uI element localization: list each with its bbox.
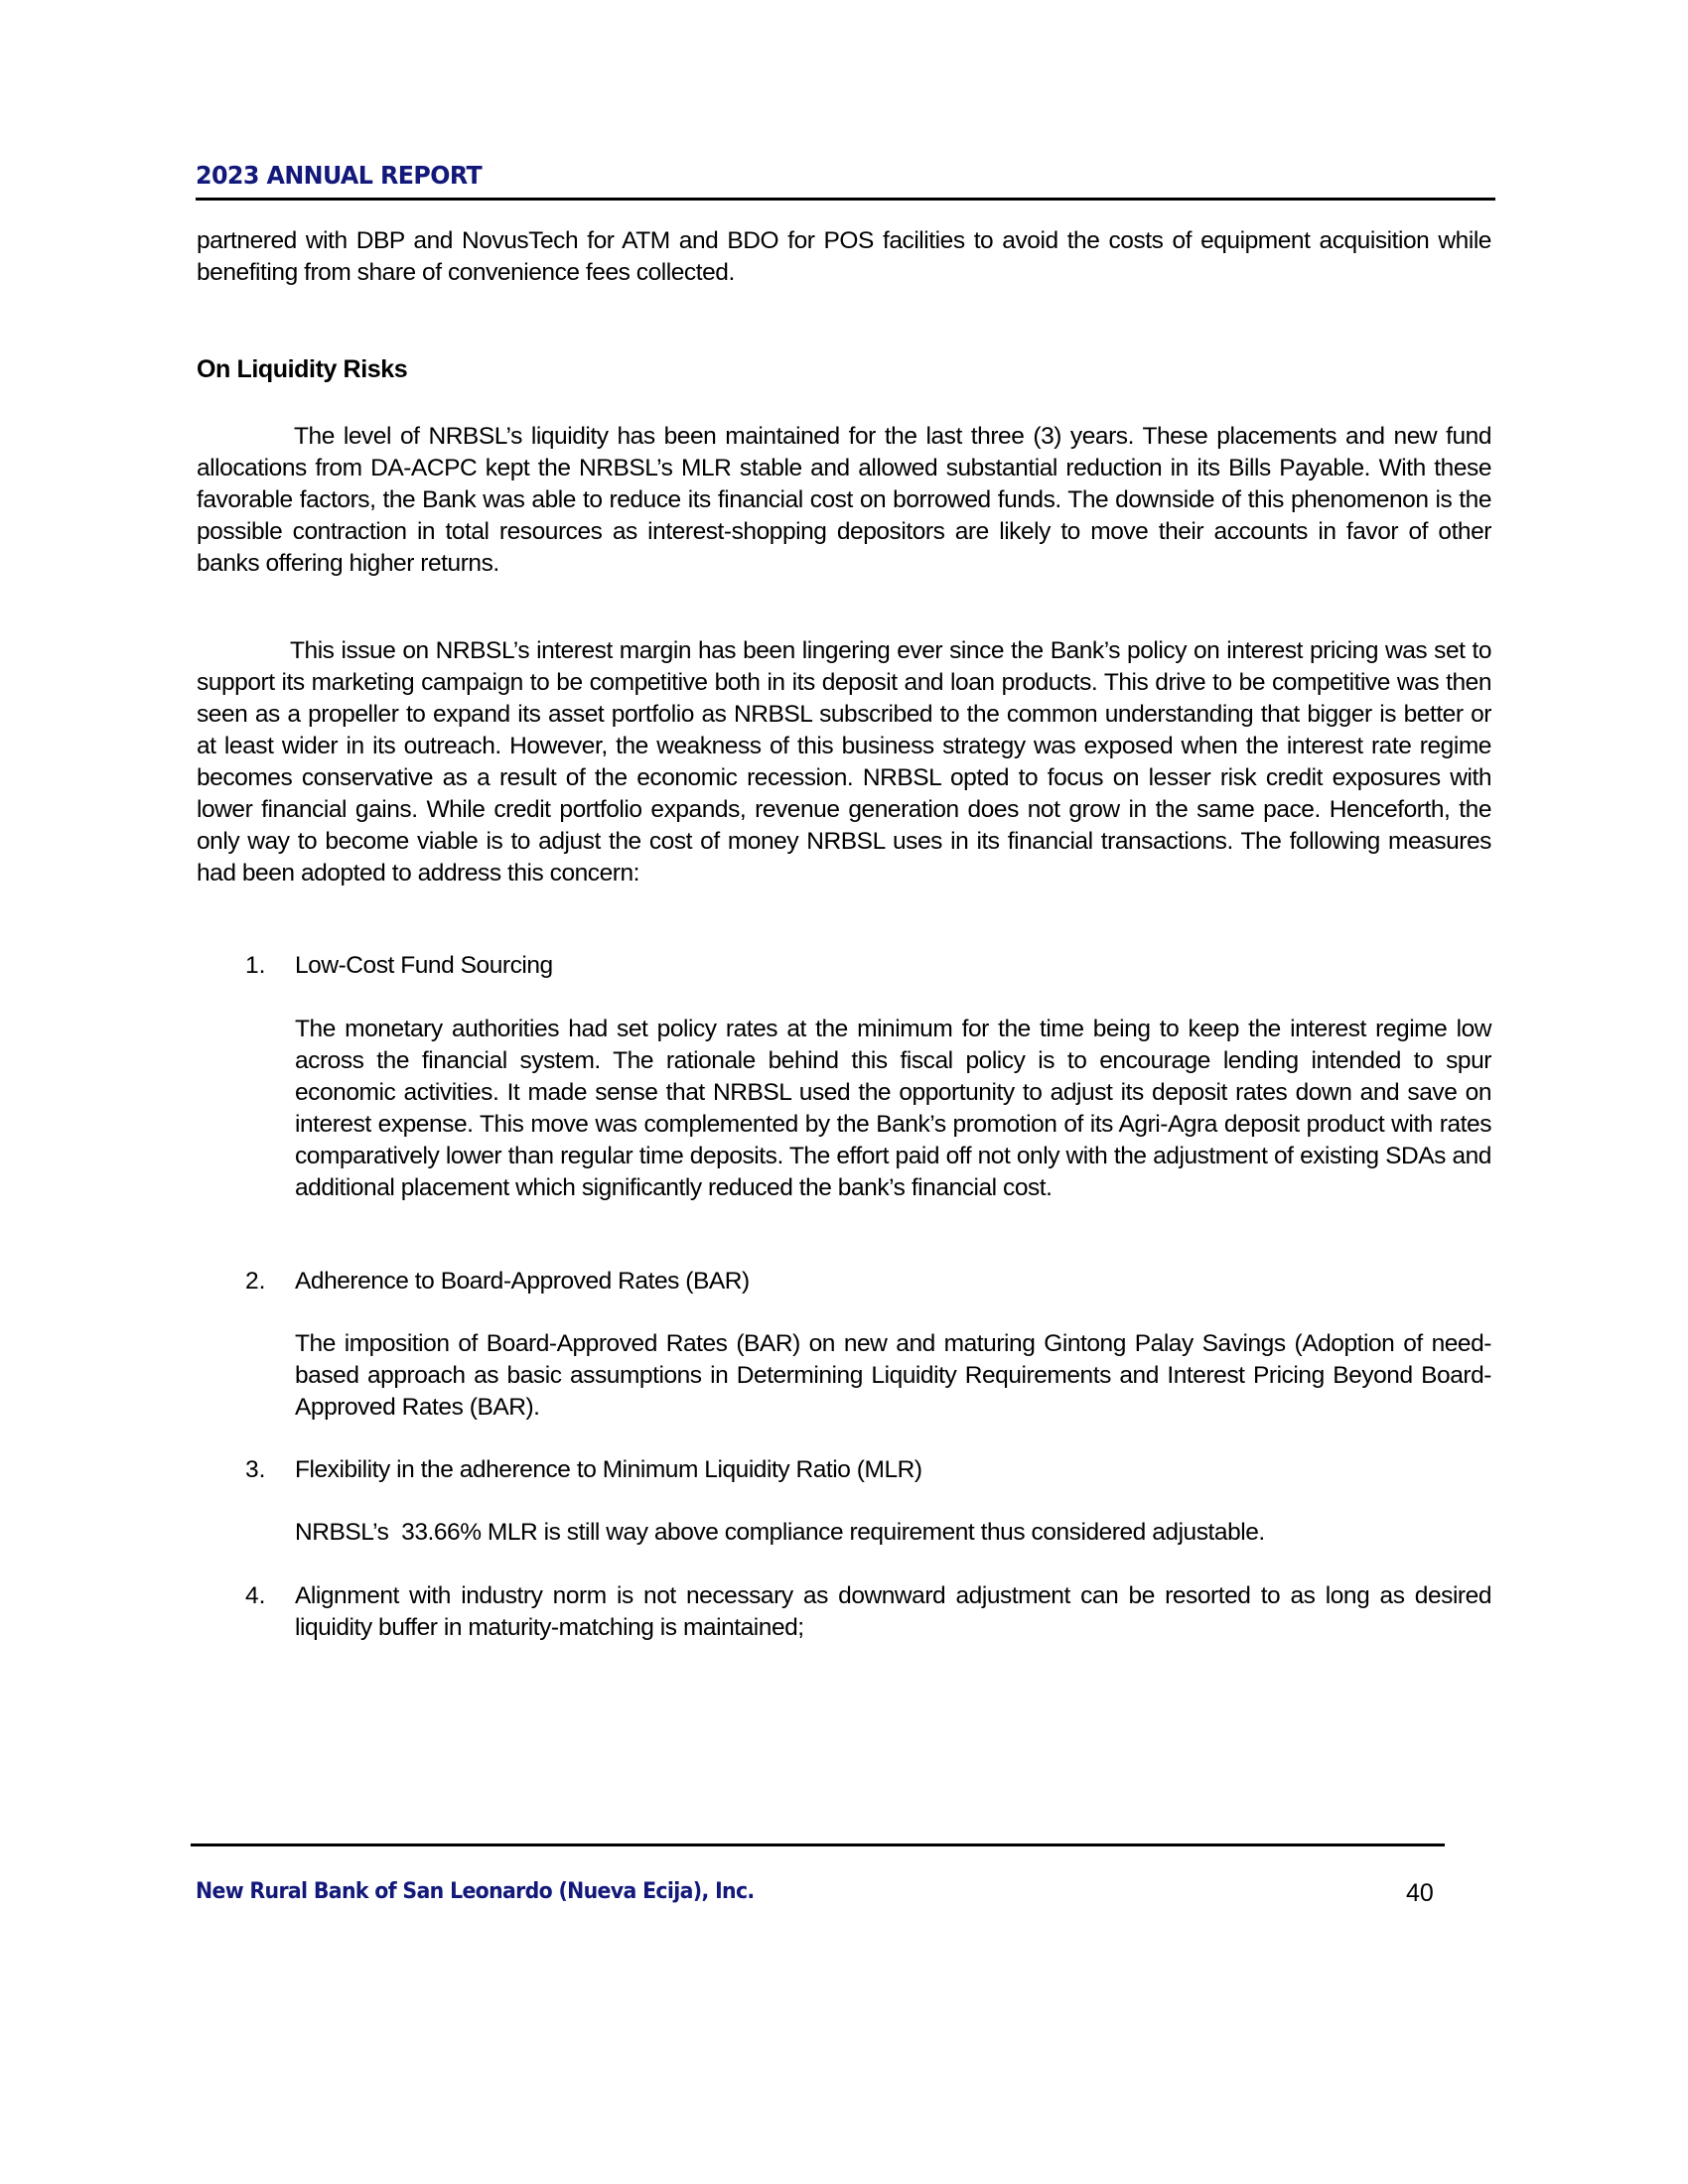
measure-2-body: The imposition of Board-Approved Rates (BAR) on new and maturing Gintong Palay Savings (Adoption of need-based approach as basic assumptions in Determining Liquidity Requirements and Interest Pricing Beyond Board-Approved Rates (BAR). xyxy=(295,1330,1491,1421)
header-divider xyxy=(196,198,1495,201)
footer-divider xyxy=(191,1843,1445,1846)
report-header-title: 2023 ANNUAL REPORT xyxy=(196,161,483,190)
measure-2-number: 2. xyxy=(245,1268,266,1295)
measure-2-title: Adherence to Board-Approved Rates (BAR) xyxy=(295,1268,750,1295)
paragraph-liquidity-level: The level of NRBSL’s liquidity has been maintained for the last three (3) years. These placements and new fund allocations from DA-ACPC kept the NRBSL’s MLR stable and allowed substantial reduction in its Bills Payable. With these favorable factors, the Bank was able to reduce its financial cost on borrowed funds. The downside of this phenomenon is the possible contraction in total resources as interest-shopping depositors are likely to move their accounts in favor of other banks offering higher returns. xyxy=(197,423,1491,577)
measure-3-title: Flexibility in the adherence to Minimum Liquidity Ratio (MLR) xyxy=(295,1456,922,1483)
intro-paragraph: partnered with DBP and NovusTech for ATM and BDO for POS facilities to avoid the costs of equipment acquisition while benefiting from share of convenience fees collected. xyxy=(197,227,1491,286)
measure-1-title: Low-Cost Fund Sourcing xyxy=(295,952,553,979)
measure-4-title: Alignment with industry norm is not necessary as downward adjustment can be resorted to as long as desired liquidity buffer in maturity-matching is maintained; xyxy=(295,1582,1491,1641)
measure-1-body: The monetary authorities had set policy rates at the minimum for the time being to keep the interest regime low across the financial system. The rationale behind this fiscal policy is to encourage lending intended to spur economic activities. It made sense that NRBSL used the opportunity to adjust its deposit rates down and save on interest expense. This move was complemented by the Bank’s promotion of its Agri-Agra deposit product with rates comparatively lower than regular time deposits. The effort paid off not only with the adjustment of existing SDAs and additional placement which significantly reduced the bank’s financial cost. xyxy=(295,1016,1491,1201)
measure-3-number: 3. xyxy=(245,1456,266,1483)
paragraph-interest-margin: This issue on NRBSL’s interest margin has been lingering ever since the Bank’s policy on interest pricing was set to support its marketing campaign to be competitive both in its deposit and loan products. This drive to be competitive was then seen as a propeller to expand its asset portfolio as NRBSL subscribed to the common understanding that bigger is better or at least wider in its outreach. However, the weakness of this business strategy was exposed when the interest rate regime becomes conservative as a result of the economic recession. NRBSL opted to focus on lesser risk credit exposures with lower financial gains. While credit portfolio expands, revenue generation does not grow in the same pace. Henceforth, the only way to become viable is to adjust the cost of money NRBSL uses in its financial transactions. The following measures had been adopted to address this concern: xyxy=(197,637,1491,887)
measure-4-number: 4. xyxy=(245,1582,266,1609)
section-heading: On Liquidity Risks xyxy=(197,355,408,383)
footer-organization-name: New Rural Bank of San Leonardo (Nueva Ecija), Inc. xyxy=(196,1879,755,1904)
page-number: 40 xyxy=(1406,1879,1434,1907)
measure-1-number: 1. xyxy=(245,952,266,979)
measure-3-body: NRBSL’s 33.66% MLR is still way above compliance requirement thus considered adjustable. xyxy=(295,1519,1265,1546)
